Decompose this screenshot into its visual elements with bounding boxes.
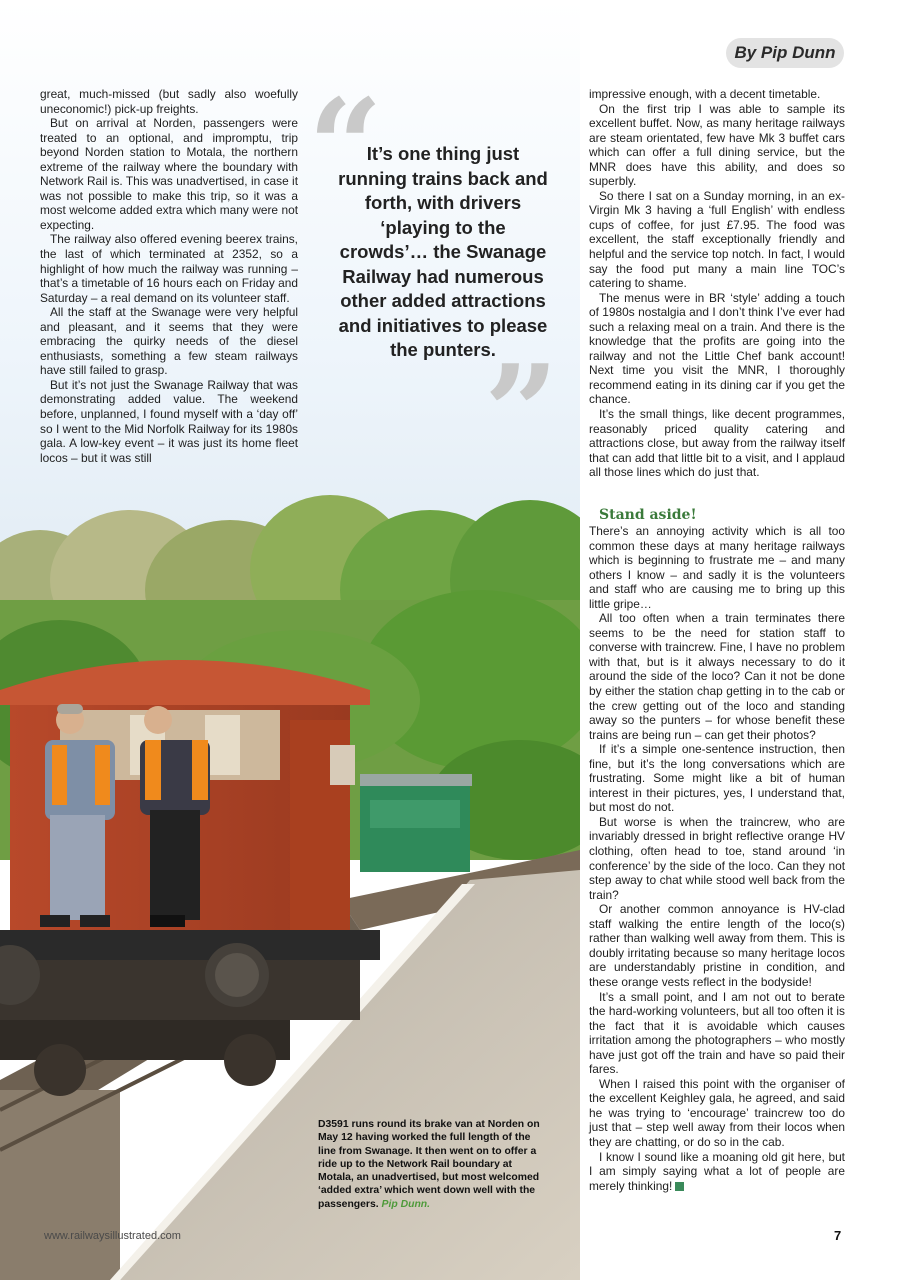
paragraph: Or another common annoyance is HV-clad staff walking the entire length of the loco(s) rather than walking well away from them. This is doubly irritating because so many heritage locos are understandably pristine in condition, and these orange vests reflect in the bodyside! [589, 902, 845, 989]
paragraph: But it’s not just the Swanage Railway that was demonstrating added value. The weekend before, unplanned, I found myself with a ‘day off’ so I went to the Mid Norfolk Railway for its 1980s gala. A low-key event – it was just its home fleet locos – but it was still [40, 377, 298, 465]
paragraph: All too often when a train terminates there seems to be the need for station staff to converse with traincrew. Fine, I have no problem with that, but is it always necessary to do it around the side of the loco? Can it not be done by either the station chap getting in to the cab or the crew getting out of the loco and standing away so the punters – for whose benefit these trains are being run – can get their photos? [589, 611, 845, 742]
paragraph: It’s the small things, like decent programmes, reasonably priced quality catering and attractions close, but away from the railway itself that can add that little bit to a visit, and I applaud all those lines which do just that. [589, 407, 845, 480]
photo-caption [318, 1118, 550, 1211]
end-mark-icon [675, 1182, 684, 1191]
photo-credit: Pip Dunn. [381, 1198, 431, 1210]
pull-quote: It’s one thing just running trains back and forth, with drivers ‘playing to the crowds’… the Swanage Railway had numerous other added attractions and initiatives to please the punters. [338, 143, 548, 360]
paragraph: But on arrival at Norden, passengers were treated to an optional, and impromptu, trip beyond Norden station to Motala, the northern extreme of the railway where the boundary with Network Rail is. This was unadvertised, in case it was not possible to make this trip, so it was a most welcome added extra which many were not expecting. [40, 116, 298, 232]
paragraph: great, much-missed (but sadly also woefully uneconomic!) pick-up freights. [40, 87, 298, 116]
right-column-text-top [589, 87, 845, 480]
paragraph: So there I sat on a Sunday morning, in an ex-Virgin Mk 3 having a ‘full English’ with endless cups of coffee, for just £7.95. The food was excellent, the staff exceptionally friendly and helpful and the service top notch. In fact, I would say the food put many a main line TOC’s catering to shame. [589, 188, 845, 291]
byline: By Pip Dunn [726, 38, 844, 68]
paragraph: The menus were in BR ‘style’ adding a touch of 1980s nostalgia and I don’t think I’ve ever had such a relaxing meal on a train. And there is the knowledge that the profits are going into the railway and not the Little Chef bank account! Next time you visit the MNR, I thoroughly recommend eating in its dining car if you get the chance. [589, 290, 845, 407]
right-column-text-bottom [589, 506, 845, 1193]
left-column-text [40, 87, 298, 465]
footer-url: www.railwaysillustrated.com [44, 1230, 181, 1242]
page-number: 7 [834, 1228, 842, 1243]
paragraph: It’s a small point, and I am not out to berate the hard-working volunteers, but all too often it is the fact that it is avoidable which causes irritation among the photographers – who mostly have just got off the train and have so paid their fares. [589, 989, 845, 1077]
paragraph: On the first trip I was able to sample its excellent buffet. Now, as many heritage railways are steam orientated, few have Mk 3 buffet cars which can offer a full dining service, but the MNR does have this ability, and does so superbly. [589, 101, 845, 189]
paragraph [589, 1150, 845, 1194]
section-subheading: Stand aside! [599, 507, 697, 523]
paragraph: But worse is when the traincrew, who are invariably dressed in bright reflective orange HV clothing, often head to toe, stand around ‘in conference’ by the side of the loco. Can they not step away to chat while stood well back from the train? [589, 814, 845, 902]
paragraph: impressive enough, with a decent timetable. [589, 87, 821, 101]
caption-text: D3591 runs round its brake van at Norden on May 12 having worked the full length of the line from Swanage. It then went on to offer a ride up to the Network Rail boundary at Motala, an unadvertised, but most welcomed ‘added extra’ which went down well with the passengers. [318, 1119, 540, 1210]
paragraph: There’s an annoying activity which is all too common these days at many heritage railways which is beginning to frustrate me – and many others I know – and sadly it is the volunteers and staff who are causing me to bring up this little gripe… [589, 524, 845, 611]
close-quote-mark-icon: ” [484, 336, 559, 489]
final-paragraph-text: I know I sound like a moaning old git here, but I am simply saying what a lot of people are merely thinking! [589, 1149, 845, 1193]
open-quote-mark-icon: “ [308, 70, 383, 223]
paragraph: If it’s a simple one-sentence instruction, then fine, but it’s the long conversations which are frustrating. Some might like a bit of human interest in their pictures, yes, I understand that, but most do not. [589, 742, 845, 815]
paragraph: The railway also offered evening beerex trains, the last of which terminated at 2352, so a highlight of how much the railway was running – that’s a timetable of 16 hours each on Friday and Saturday – a real demand on its volunteer staff. [40, 232, 298, 305]
paragraph: All the staff at the Swanage were very helpful and pleasant, and it seems that they were embracing the quirky needs of the diesel enthusiasts, something a few steam railways have still failed to grasp. [40, 305, 298, 378]
paragraph: When I raised this point with the organiser of the excellent Keighley gala, he agreed, and said he was trying to ‘encourage’ traincrew too do just that – step well away from their locos when they are chatting, or do so in the cab. [589, 1076, 845, 1149]
